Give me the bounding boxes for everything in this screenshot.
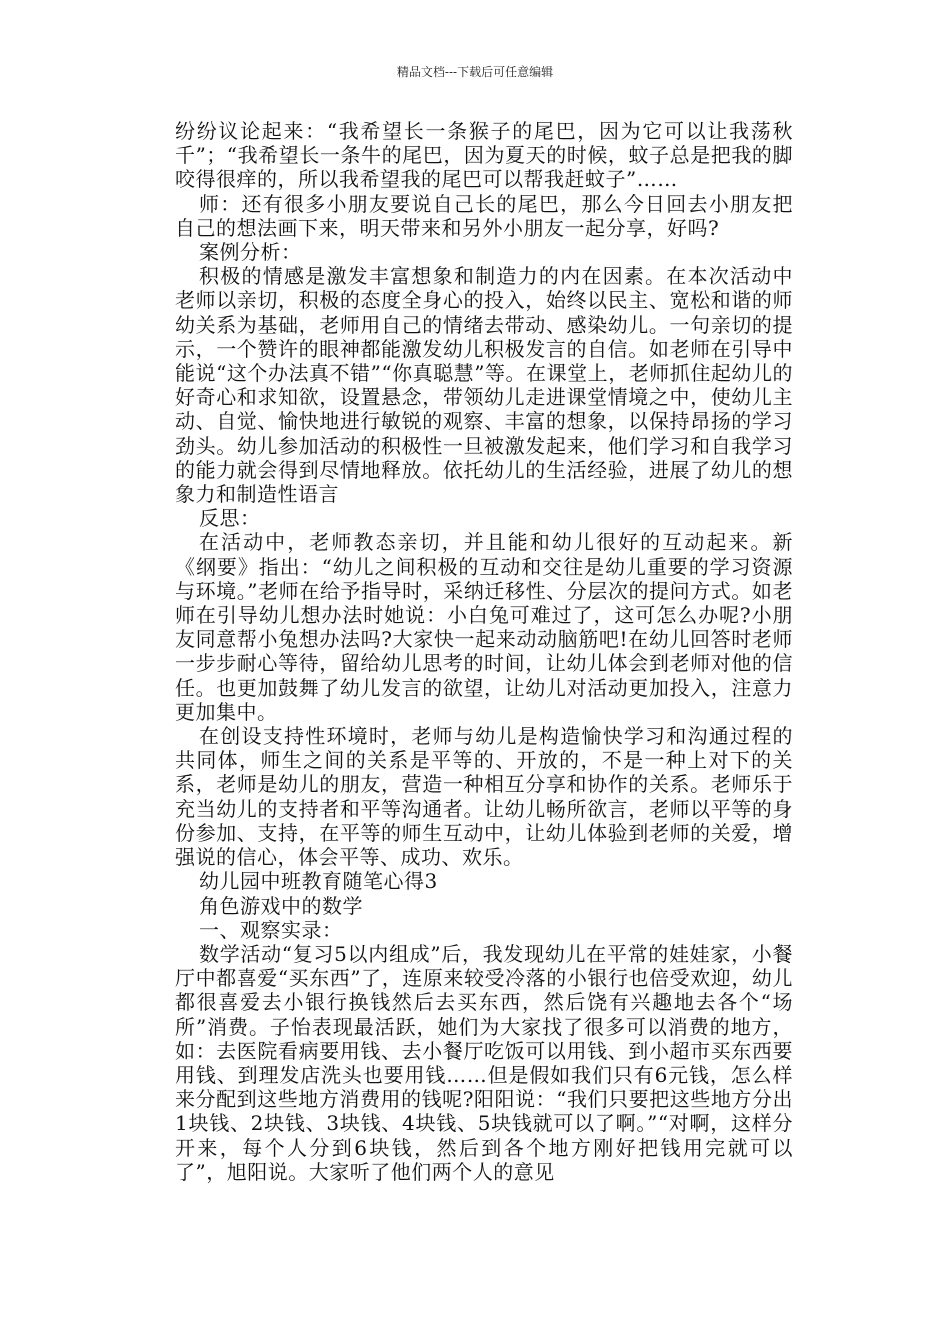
paragraph-observation: 数学活动“复习5以内组成”后，我发现幼儿在平常的娃娃家，小餐厅中都喜爱“买东西”了，连原来较受冷落的小银行也倍受欢迎，幼儿都很喜爱去小银行换钱然后去买东西，然后饶有兴趣地去各个“场所”消费。子怡表现最活跃，她们为大家找了很多可以消费的地方，如：去医院看病要用钱、去小餐厅吃饭可以用钱、到小超市买东西要用钱、到理发店洗头也要用钱……但是假如我们只有6元钱，怎么样来分配到这些地方消费用的钱呢?阳阳说：“我们只要把这些地方分出1块钱、2块钱、3块钱、4块钱、5块钱就可以了啊。”“对啊，这样分开来，每个人分到6块钱，然后到各个地方刚好把钱用完就可以了”，旭阳说。大家听了他们两个人的意见	[175, 941, 793, 1184]
paragraph-case-analysis: 积极的情感是激发丰富想象和制造力的内在因素。在本次活动中老师以亲切，积极的态度全身心的投入，始终以民主、宽松和谐的师幼关系为基础，老师用自己的情绪去带动、感染幼儿。一句亲切的提示，一个赞许的眼神都能激发幼儿积极发言的自信。如老师在引导中能说“这个办法真不错”“你真聪慧”等。在课堂上，老师抓住起幼儿的好奇心和求知欲，设置悬念，带领幼儿走进课堂情境之中，使幼儿主动、自觉、愉快地进行敏锐的观察、丰富的想象，以保持昂扬的学习劲头。幼儿参加活动的积极性一旦被激发起来，他们学习和自我学习的能力就会得到尽情地释放。依托幼儿的生活经验，进展了幼儿的想象力和制造性语言	[175, 264, 793, 507]
heading-reflection: 反思：	[199, 506, 261, 531]
document-body	[175, 119, 793, 1184]
paragraph-reflection-1: 在活动中，老师教态亲切，并且能和幼儿很好的互动起来。新《纲要》指出：“幼儿之间积极的互动和交往是幼儿重要的学习资源与环境。”老师在给予指导时，采纳迁移性、分层次的提问方式。如老师在引导幼儿想办法时她说：小白兔可难过了，这可怎么办呢?小朋友同意帮小兔想办法吗?大家快一起来动动脑筋吧!在幼儿回答时老师一步步耐心等待，留给幼儿思考的时间，让幼儿体会到老师对他的信任。也更加鼓舞了幼儿发言的欲望，让幼儿对活动更加投入，注意力更加集中。	[175, 530, 793, 724]
paragraph-continued: 纷纷议论起来：“我希望长一条猴子的尾巴，因为它可以让我荡秋千”；“我希望长一条牛的尾巴，因为夏天的时候，蚊子总是把我的脚咬得很痒的，所以我希望我的尾巴可以帮我赶蚊子”……	[175, 119, 793, 192]
paragraph-reflection-2: 在创设支持性环境时，老师与幼儿是构造愉快学习和沟通过程的共同体，师生之间的关系是平等的、开放的，不是一种上对下的关系，老师是幼儿的朋友，营造一种相互分享和协作的关系。老师乐于充当幼儿的支持者和平等沟通者。让幼儿畅所欲言，老师以平等的身份参加、支持，在平等的师生互动中，让幼儿体验到老师的关爱，增强说的信心，体会平等、成功、欢乐。	[175, 724, 793, 870]
heading-case-analysis: 案例分析：	[199, 240, 302, 265]
page-header: 精品文档---下载后可任意编辑	[396, 65, 554, 79]
heading-role-play-math: 角色游戏中的数学	[199, 893, 363, 918]
paragraph-teacher-question: 师：还有很多小朋友要说自己长的尾巴，那么今日回去小朋友把自己的想法画下来，明天带来和另外小朋友一起分享，好吗?	[175, 191, 793, 240]
heading-observation-record: 一、观察实录：	[199, 917, 343, 942]
heading-essay-3: 幼儿园中班教育随笔心得3	[199, 869, 438, 894]
